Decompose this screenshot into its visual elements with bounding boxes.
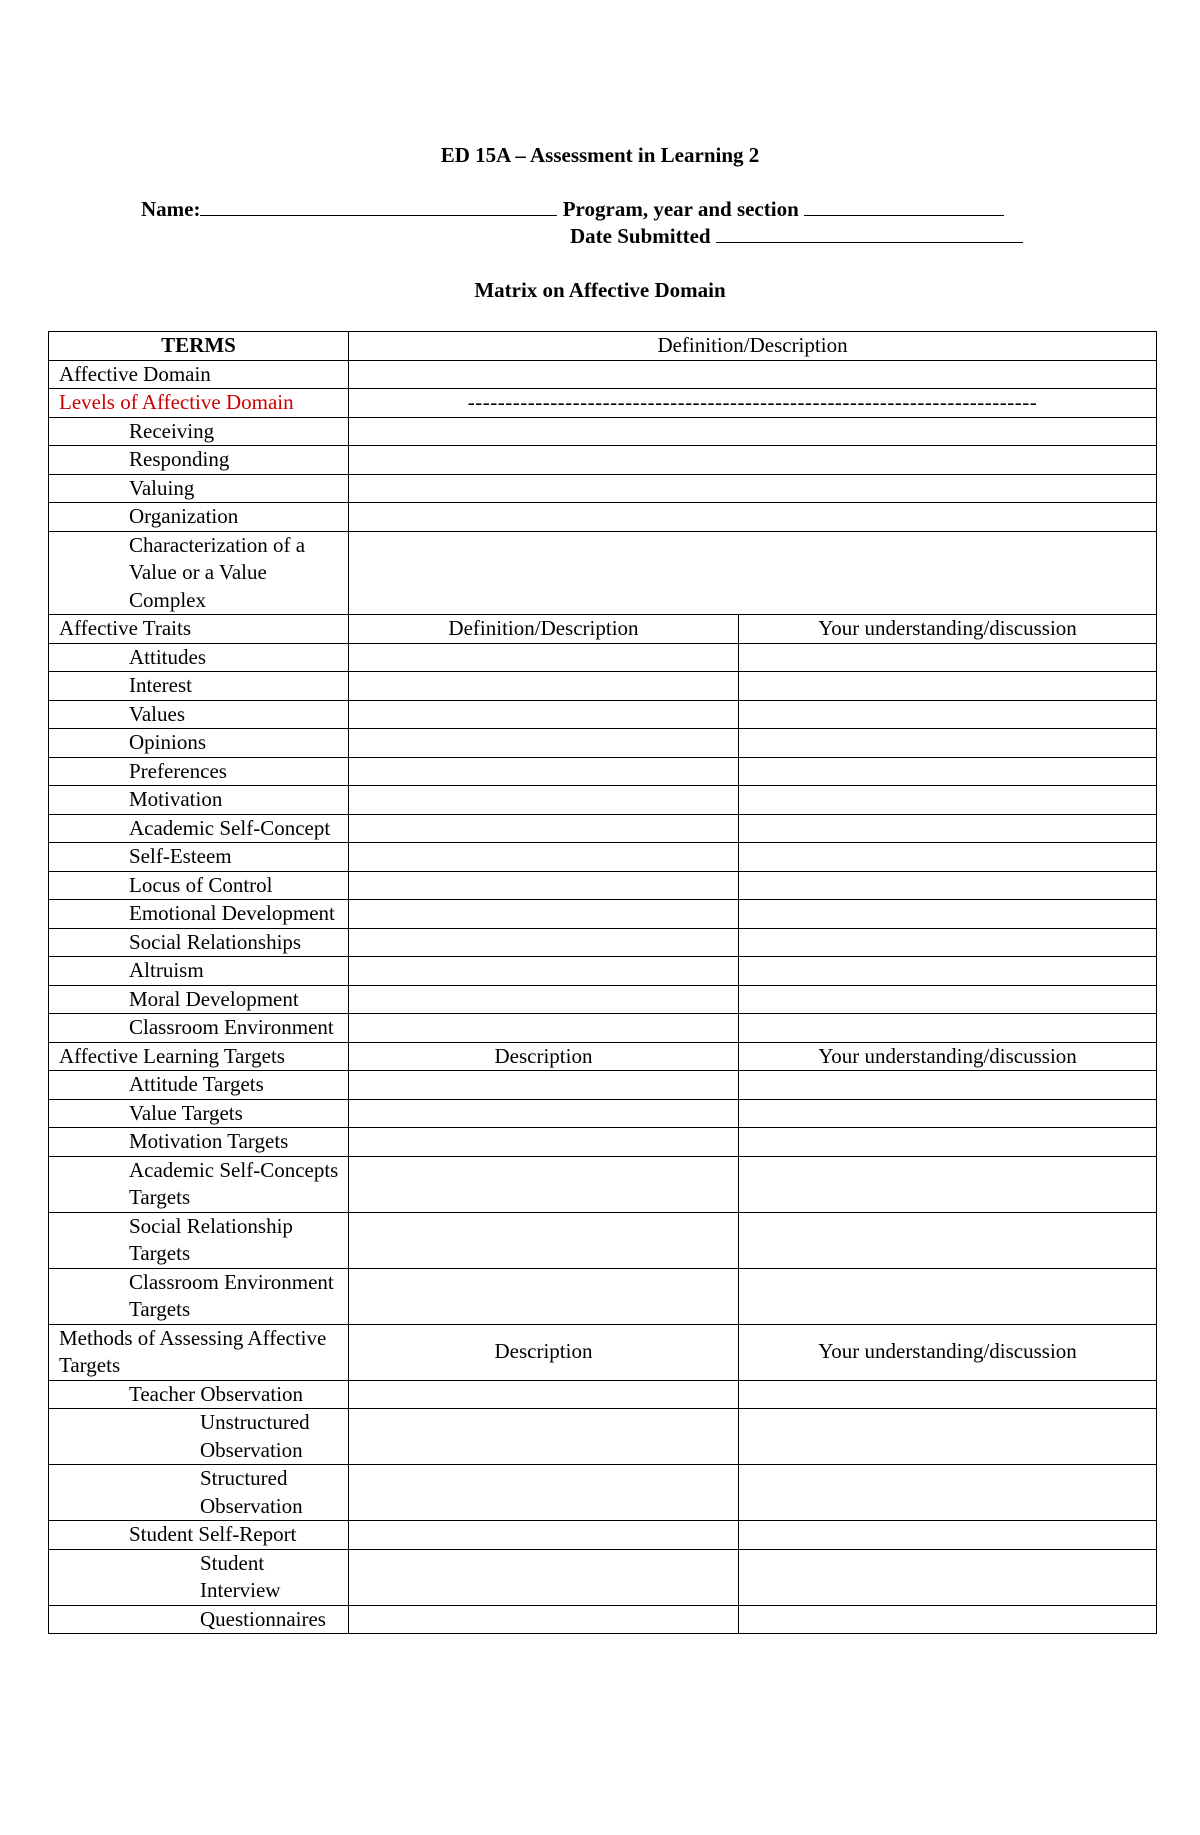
column-header: Description — [349, 1324, 739, 1380]
table-row — [49, 672, 1157, 701]
answer-cell[interactable] — [349, 729, 739, 758]
term-cell: Affective Domain — [49, 360, 349, 389]
affective-domain-matrix — [48, 331, 1157, 1634]
table-row — [49, 1380, 1157, 1409]
table-row — [49, 360, 1157, 389]
answer-cell[interactable] — [739, 1156, 1157, 1212]
answer-cell[interactable] — [349, 446, 1157, 475]
program-blank[interactable] — [804, 197, 1004, 216]
table-row — [49, 871, 1157, 900]
answer-cell[interactable] — [349, 871, 739, 900]
answer-cell[interactable] — [739, 871, 1157, 900]
term-cell: Student Interview — [49, 1549, 349, 1605]
answer-cell[interactable] — [349, 503, 1157, 532]
answer-cell[interactable] — [349, 643, 739, 672]
term-cell: Moral Development — [49, 985, 349, 1014]
table-row — [49, 900, 1157, 929]
answer-cell[interactable] — [349, 700, 739, 729]
term-cell: Organization — [49, 503, 349, 532]
answer-cell[interactable] — [739, 1409, 1157, 1465]
answer-cell[interactable] — [739, 1071, 1157, 1100]
term-cell: Social Relationships — [49, 928, 349, 957]
table-row — [49, 417, 1157, 446]
term-cell: Structured Observation — [49, 1465, 349, 1521]
answer-cell[interactable] — [349, 1465, 739, 1521]
term-cell: Emotional Development — [49, 900, 349, 929]
name-line — [141, 197, 1004, 222]
term-cell: Student Self-Report — [49, 1521, 349, 1550]
answer-cell[interactable] — [739, 672, 1157, 701]
section-label: Affective Traits — [49, 615, 349, 644]
table-row — [49, 757, 1157, 786]
answer-cell[interactable] — [739, 814, 1157, 843]
term-cell: Academic Self-Concept — [49, 814, 349, 843]
answer-cell[interactable] — [349, 900, 739, 929]
table-row — [49, 1071, 1157, 1100]
table-row — [49, 814, 1157, 843]
table-row — [49, 474, 1157, 503]
name-label: Name: — [141, 197, 201, 221]
answer-cell[interactable] — [739, 643, 1157, 672]
term-cell: Unstructured Observation — [49, 1409, 349, 1465]
answer-cell[interactable] — [349, 843, 739, 872]
term-cell: Social Relationship Targets — [49, 1212, 349, 1268]
table-row — [49, 1521, 1157, 1550]
column-header: Your understanding/discussion — [739, 615, 1157, 644]
table-row — [49, 957, 1157, 986]
answer-cell[interactable] — [349, 814, 739, 843]
table-row — [49, 700, 1157, 729]
term-cell: Receiving — [49, 417, 349, 446]
term-cell: Motivation — [49, 786, 349, 815]
answer-cell[interactable] — [349, 1521, 739, 1550]
table-row — [49, 928, 1157, 957]
table-row — [49, 1268, 1157, 1324]
table-row — [49, 332, 1157, 361]
program-label: Program, year and section — [562, 197, 799, 221]
answer-cell[interactable] — [349, 928, 739, 957]
table-row — [49, 786, 1157, 815]
table-row — [49, 729, 1157, 758]
terms-header: TERMS — [49, 332, 349, 361]
table-row — [49, 985, 1157, 1014]
term-cell: Interest — [49, 672, 349, 701]
date-blank[interactable] — [716, 224, 1023, 243]
answer-cell[interactable] — [739, 729, 1157, 758]
answer-cell[interactable] — [349, 757, 739, 786]
term-cell: Teacher Observation — [49, 1380, 349, 1409]
answer-cell[interactable] — [739, 1128, 1157, 1157]
answer-cell[interactable] — [739, 843, 1157, 872]
table-row — [49, 1549, 1157, 1605]
answer-cell[interactable] — [349, 1268, 739, 1324]
answer-cell[interactable] — [349, 1605, 739, 1634]
answer-cell[interactable] — [739, 1549, 1157, 1605]
table-row — [49, 1099, 1157, 1128]
term-cell: Classroom Environment Targets — [49, 1268, 349, 1324]
answer-cell[interactable] — [349, 957, 739, 986]
levels-label: Levels of Affective Domain — [49, 389, 349, 418]
date-line — [570, 224, 1023, 249]
levels-dashes: ---------------------------------------------------------------------------- — [349, 389, 1157, 418]
answer-cell[interactable] — [739, 900, 1157, 929]
term-cell: Classroom Environment — [49, 1014, 349, 1043]
column-header: Your understanding/discussion — [739, 1324, 1157, 1380]
answer-cell[interactable] — [739, 1212, 1157, 1268]
answer-cell[interactable] — [349, 474, 1157, 503]
term-cell: Values — [49, 700, 349, 729]
answer-cell[interactable] — [739, 700, 1157, 729]
answer-cell[interactable] — [349, 1156, 739, 1212]
section-label: Affective Learning Targets — [49, 1042, 349, 1071]
table-row — [49, 1128, 1157, 1157]
definition-header: Definition/Description — [349, 332, 1157, 361]
term-cell: Valuing — [49, 474, 349, 503]
table-row — [49, 1605, 1157, 1634]
answer-cell[interactable] — [349, 1014, 739, 1043]
answer-cell[interactable] — [349, 1549, 739, 1605]
name-blank[interactable] — [200, 197, 557, 216]
answer-cell[interactable] — [739, 1465, 1157, 1521]
term-cell: Preferences — [49, 757, 349, 786]
table-row — [49, 446, 1157, 475]
answer-cell[interactable] — [739, 928, 1157, 957]
table-row — [49, 531, 1157, 615]
table-row — [49, 1042, 1157, 1071]
answer-cell[interactable] — [349, 985, 739, 1014]
answer-cell[interactable] — [349, 1212, 739, 1268]
term-cell: Locus of Control — [49, 871, 349, 900]
term-cell: Opinions — [49, 729, 349, 758]
answer-cell[interactable] — [349, 1380, 739, 1409]
document-title: ED 15A – Assessment in Learning 2 — [440, 143, 760, 167]
column-header: Description — [349, 1042, 739, 1071]
term-cell: Characterization of a Value or a Value Complex — [49, 531, 349, 615]
answer-cell[interactable] — [349, 531, 1157, 615]
table-row — [49, 1156, 1157, 1212]
term-cell: Attitudes — [49, 643, 349, 672]
term-cell: Value Targets — [49, 1099, 349, 1128]
answer-cell[interactable] — [739, 757, 1157, 786]
answer-cell[interactable] — [739, 1268, 1157, 1324]
term-cell: Motivation Targets — [49, 1128, 349, 1157]
answer-cell[interactable] — [349, 1128, 739, 1157]
answer-cell[interactable] — [349, 417, 1157, 446]
table-row — [49, 1212, 1157, 1268]
table-row — [49, 643, 1157, 672]
table-row — [49, 503, 1157, 532]
matrix-title: Matrix on Affective Domain — [474, 278, 726, 302]
answer-cell[interactable] — [349, 786, 739, 815]
answer-cell[interactable] — [739, 1380, 1157, 1409]
table-row — [49, 1409, 1157, 1465]
table-row — [49, 1324, 1157, 1380]
term-cell: Academic Self-Concepts Targets — [49, 1156, 349, 1212]
table-row — [49, 1465, 1157, 1521]
term-cell: Questionnaires — [49, 1605, 349, 1634]
answer-cell[interactable] — [739, 957, 1157, 986]
answer-cell[interactable] — [349, 1099, 739, 1128]
answer-cell[interactable] — [739, 1521, 1157, 1550]
answer-cell[interactable] — [739, 1099, 1157, 1128]
term-cell: Altruism — [49, 957, 349, 986]
table-row — [49, 615, 1157, 644]
term-cell: Responding — [49, 446, 349, 475]
date-label: Date Submitted — [570, 224, 711, 248]
answer-cell[interactable] — [739, 1014, 1157, 1043]
answer-cell[interactable] — [739, 1605, 1157, 1634]
table-row — [49, 843, 1157, 872]
table-row — [49, 389, 1157, 418]
term-cell: Self-Esteem — [49, 843, 349, 872]
table-row — [49, 1014, 1157, 1043]
column-header: Definition/Description — [349, 615, 739, 644]
answer-cell[interactable] — [349, 672, 739, 701]
term-cell: Attitude Targets — [49, 1071, 349, 1100]
answer-cell[interactable] — [739, 786, 1157, 815]
answer-cell[interactable] — [349, 1071, 739, 1100]
answer-cell[interactable] — [349, 1409, 739, 1465]
answer-cell[interactable] — [739, 985, 1157, 1014]
column-header: Your understanding/discussion — [739, 1042, 1157, 1071]
section-label: Methods of Assessing Affective Targets — [49, 1324, 349, 1380]
answer-cell[interactable] — [349, 360, 1157, 389]
